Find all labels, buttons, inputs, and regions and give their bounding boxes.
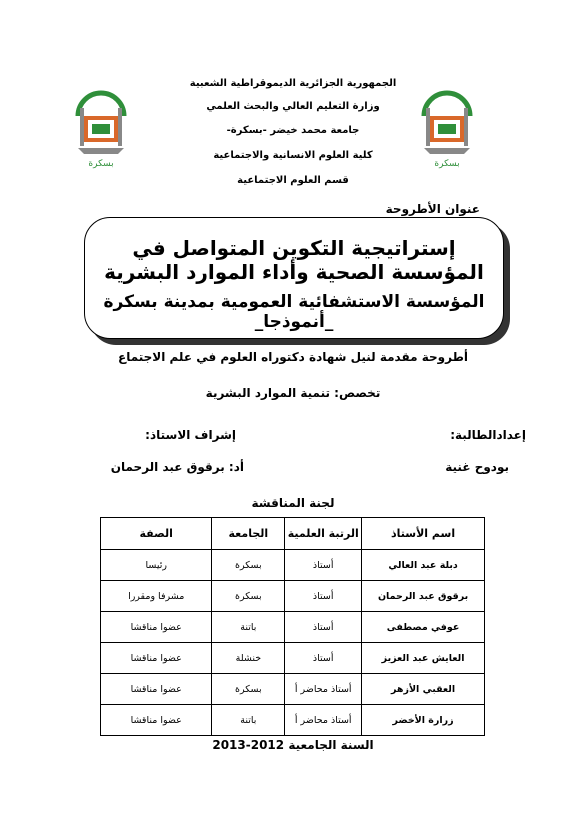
member-role: رئيسا [101, 550, 212, 581]
member-role: عضوا مناقشا [101, 643, 212, 674]
member-rank: أستاذ [285, 581, 362, 612]
academic-year: السنة الجامعية 2012-2013 [212, 738, 374, 752]
member-university: بسكرة [212, 674, 285, 705]
table-row [101, 612, 485, 643]
student-name: بودوح غنية [445, 460, 509, 474]
member-rank: أستاذ محاضر أ [285, 705, 362, 736]
header-role: الصفة [101, 518, 212, 550]
thesis-title-label: عنوان الأطروحة [385, 202, 480, 216]
table-row [101, 581, 485, 612]
member-name: العقبي الأزهر [362, 674, 485, 705]
supervisor-name: أد: برقوق عبد الرحمان [110, 460, 244, 474]
member-rank: أستاذ [285, 550, 362, 581]
member-rank: أستاذ [285, 643, 362, 674]
member-name: برقوق عبد الرحمان [362, 581, 485, 612]
member-name: دبلة عبد العالي [362, 550, 485, 581]
header-republic: الجمهورية الجزائرية الديموقراطية الشعبية [189, 78, 397, 89]
jury-title: لجنة المناقشة [251, 496, 335, 510]
title-box [84, 217, 504, 339]
member-university: بسكرة [212, 581, 285, 612]
member-rank: أستاذ محاضر أ [285, 674, 362, 705]
thesis-title: إستراتيجية التكوين المتواصل في المؤسسة الصحية وأداء الموارد البشرية [104, 236, 484, 284]
member-university: باتنة [212, 612, 285, 643]
member-name: زرارة الأخضر [362, 705, 485, 736]
jury-table [100, 517, 485, 736]
table-row [101, 643, 485, 674]
jury-header-row [101, 518, 485, 550]
thesis-subtitle: المؤسسة الاستشفائية العمومية بمدينة بسكرة _أنموذجا_ [103, 292, 485, 332]
member-name: العايش عبد العزيز [362, 643, 485, 674]
member-role: مشرفا ومقررا [101, 581, 212, 612]
header-rank: الرتبة العلمية [285, 518, 362, 550]
member-role: عضوا مناقشا [101, 612, 212, 643]
header-department: قسم العلوم الاجتماعية [237, 175, 349, 186]
student-label: إعدادالطالبة: [450, 428, 526, 442]
specialty: تخصص: تنمية الموارد البشرية [205, 386, 381, 400]
table-row [101, 674, 485, 705]
header-ministry: وزارة التعليم العالي والبحث العلمي [206, 101, 380, 112]
logo-base-text: بسكرة [88, 159, 114, 169]
header-faculty: كلية العلوم الانسانية والاجتماعية [213, 150, 373, 161]
member-university: خنشلة [212, 643, 285, 674]
header-name: اسم الأستاذ [362, 518, 485, 550]
member-role: عضوا مناقشا [101, 705, 212, 736]
logo-base-text: بسكرة [434, 159, 460, 169]
member-name: عوفي مصطفى [362, 612, 485, 643]
header-university: الجامعة [212, 518, 285, 550]
member-university: باتنة [212, 705, 285, 736]
member-university: بسكرة [212, 550, 285, 581]
header-university: جامعة محمد خيضر -بسكرة- [226, 125, 360, 136]
member-rank: أستاذ [285, 612, 362, 643]
table-row [101, 705, 485, 736]
degree-statement: أطروحة مقدمة لنيل شهادة دكتوراه العلوم في علم الاجتماع [118, 350, 468, 364]
supervisor-label: إشراف الاستاذ: [145, 428, 236, 442]
table-row [101, 550, 485, 581]
member-role: عضوا مناقشا [101, 674, 212, 705]
